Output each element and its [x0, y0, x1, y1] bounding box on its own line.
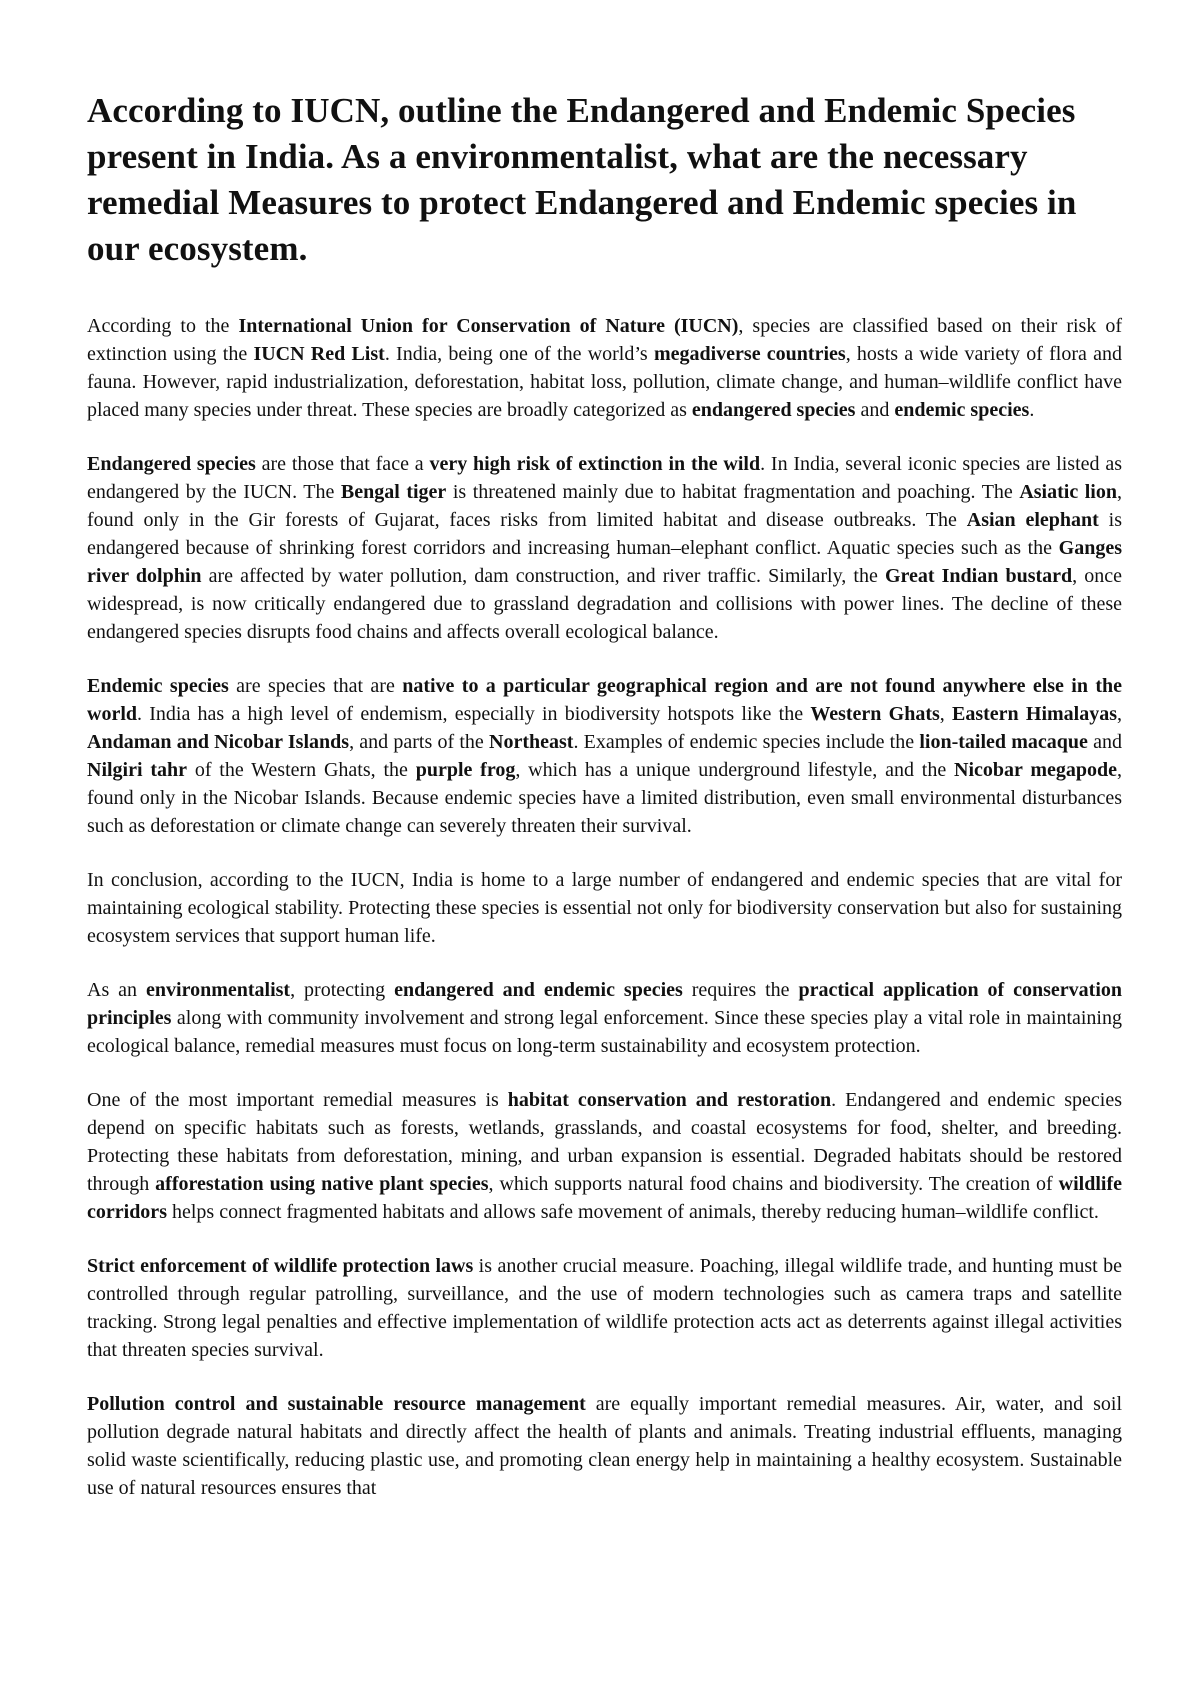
bold-text: Endemic species: [87, 675, 229, 697]
bold-text: very high risk of extinction in the wild: [429, 453, 761, 475]
text-run: One of the most important remedial measures is: [87, 1089, 508, 1111]
document-title: According to IUCN, outline the Endangered and Endemic Species present in India. As a environmentalist, what are the necessary remedial Measures to protect Endangered and Endemic species in our ecosystem.: [87, 91, 1077, 268]
text-run: is threatened mainly due to habitat fragmentation and poaching. The: [446, 481, 1020, 503]
bold-text: Ganges river dolphin: [87, 537, 1122, 587]
text-run: . Endangered and endemic species depend on specific habitats such as forests, wetlands, grasslands, and coastal ecosystems for food, shelter, and breeding. Protecting these habitats from deforestation, mining, and urban expansion is essential. Degraded habitats should be restored through: [87, 1089, 1122, 1195]
bold-text: Bengal tiger: [340, 481, 447, 503]
bold-text: Eastern Himalayas: [952, 703, 1118, 725]
text-run: , and parts of the: [349, 731, 490, 753]
text-run: requires the: [682, 979, 799, 1001]
bold-text: International Union for Conservation of Nature (IUCN): [238, 315, 739, 337]
text-run: are those that face a: [255, 453, 430, 475]
paragraph: [87, 866, 1122, 950]
text-run: , which supports natural food chains and biodiversity. The creation of: [488, 1173, 1059, 1195]
text-run: As an: [87, 979, 147, 1001]
text-run: ,: [1117, 703, 1123, 725]
bold-text: Western Ghats: [810, 703, 940, 725]
text-run: , once widespread, is now critically endangered due to grassland degradation and collisions with power lines. The decline of these endangered species disrupts food chains and affects overall ecological balance.: [87, 565, 1123, 643]
paragraph: [87, 976, 1122, 1060]
text-run: along with community involvement and strong legal enforcement. Since these species play a vital role in maintaining ecological balance, remedial measures must focus on long-term sustainability and ecosystem protection.: [87, 1007, 1122, 1057]
text-run: . India has a high level of endemism, especially in biodiversity hotspots like the: [137, 703, 811, 725]
text-run: and: [1087, 731, 1122, 753]
bold-text: afforestation using native plant species: [155, 1173, 489, 1195]
text-run: ,: [939, 703, 952, 725]
bold-text: Endangered species: [87, 453, 256, 475]
paragraph: [87, 312, 1122, 424]
document-body: [87, 88, 1122, 1528]
text-run: , hosts a wide variety of flora and fauna. However, rapid industrialization, deforestation, habitat loss, pollution, climate change, and human–wildlife conflict have placed many species under threat. These species are broadly categorized as: [87, 343, 1122, 421]
bold-text: Nilgiri tahr: [87, 759, 188, 781]
bold-text: practical application of conservation principles: [87, 979, 1123, 1029]
bold-text: habitat conservation and restoration: [507, 1089, 832, 1111]
paragraph-list: [87, 312, 1122, 1502]
text-run: , protecting: [290, 979, 395, 1001]
text-run: are affected by water pollution, dam construction, and river traffic. Similarly, the: [201, 565, 885, 587]
bold-text: environmentalist: [146, 979, 291, 1001]
bold-text: Andaman and Nicobar Islands: [87, 731, 350, 753]
text-run: and: [855, 399, 895, 421]
bold-text: wildlife corridors: [87, 1173, 1122, 1223]
text-run: , found only in the Gir forests of Gujarat, faces risks from limited habitat and disease outbreaks. The: [87, 481, 1122, 531]
bold-text: Great Indian bustard: [884, 565, 1073, 587]
text-run: , found only in the Nicobar Islands. Because endemic species have a limited distribution, even small environmental disturbances such as deforestation or climate change can severely threaten their survival.: [87, 759, 1123, 837]
text-run: helps connect fragmented habitats and allows safe movement of animals, thereby reducing human–wildlife conflict.: [166, 1201, 1099, 1223]
text-run: are equally important remedial measures. Air, water, and soil pollution degrade natural habitats and directly affect the health of plants and animals. Treating industrial effluents, managing solid waste scientifically, reducing plastic use, and promoting clean energy help in maintaining a healthy ecosystem. Sustainable use of natural resources ensures that: [87, 1393, 1123, 1499]
bold-text: purple frog: [415, 759, 516, 781]
bold-text: Asiatic lion: [1019, 481, 1117, 503]
text-run: .: [1029, 399, 1035, 421]
bold-text: megadiverse countries: [653, 343, 846, 365]
text-run: . In India, several iconic species are listed as endangered by the IUCN. The: [87, 453, 1122, 503]
bold-text: endangered and endemic species: [394, 979, 683, 1001]
text-run: . Examples of endemic species include the: [573, 731, 920, 753]
paragraph: [87, 672, 1122, 840]
bold-text: native to a particular geographical region and are not found anywhere else in the world: [87, 675, 1123, 725]
text-run: , species are classified based on their risk of extinction using the: [87, 315, 1123, 365]
text-run: is endangered because of shrinking forest corridors and increasing human–elephant conflict. Aquatic species such as the: [87, 509, 1122, 559]
paragraph: [87, 1252, 1122, 1364]
bold-text: Pollution control and sustainable resource management: [87, 1393, 586, 1415]
text-run: are species that are: [228, 675, 403, 697]
text-run: In conclusion, according to the IUCN, India is home to a large number of endangered and endemic species that are vital for maintaining ecological stability. Protecting these species is essential not only for biodiversity conservation but also for sustaining ecosystem services that support human life.: [87, 869, 1122, 947]
paragraph: [87, 1390, 1122, 1502]
bold-text: Strict enforcement of wildlife protection laws: [87, 1255, 474, 1277]
bold-text: Asian elephant: [966, 509, 1099, 531]
bold-text: endemic species: [894, 399, 1030, 421]
bold-text: IUCN Red List: [253, 343, 385, 365]
paragraph: [87, 1086, 1122, 1226]
bold-text: endangered species: [691, 399, 856, 421]
bold-text: Northeast: [489, 731, 574, 753]
bold-text: lion-tailed macaque: [919, 731, 1088, 753]
text-run: , which has a unique underground lifestyle, and the: [515, 759, 955, 781]
text-run: of the Western Ghats, the: [187, 759, 416, 781]
paragraph: [87, 450, 1122, 646]
text-run: According to the: [87, 315, 239, 337]
text-run: is another crucial measure. Poaching, illegal wildlife trade, and hunting must be controlled through regular patrolling, surveillance, and the use of modern technologies such as camera traps and satellite tracking. Strong legal penalties and effective implementation of wildlife protection acts act as deterrents against illegal activities that threaten species survival.: [87, 1255, 1122, 1361]
text-run: . India, being one of the world’s: [384, 343, 654, 365]
bold-text: Nicobar megapode: [954, 759, 1118, 781]
